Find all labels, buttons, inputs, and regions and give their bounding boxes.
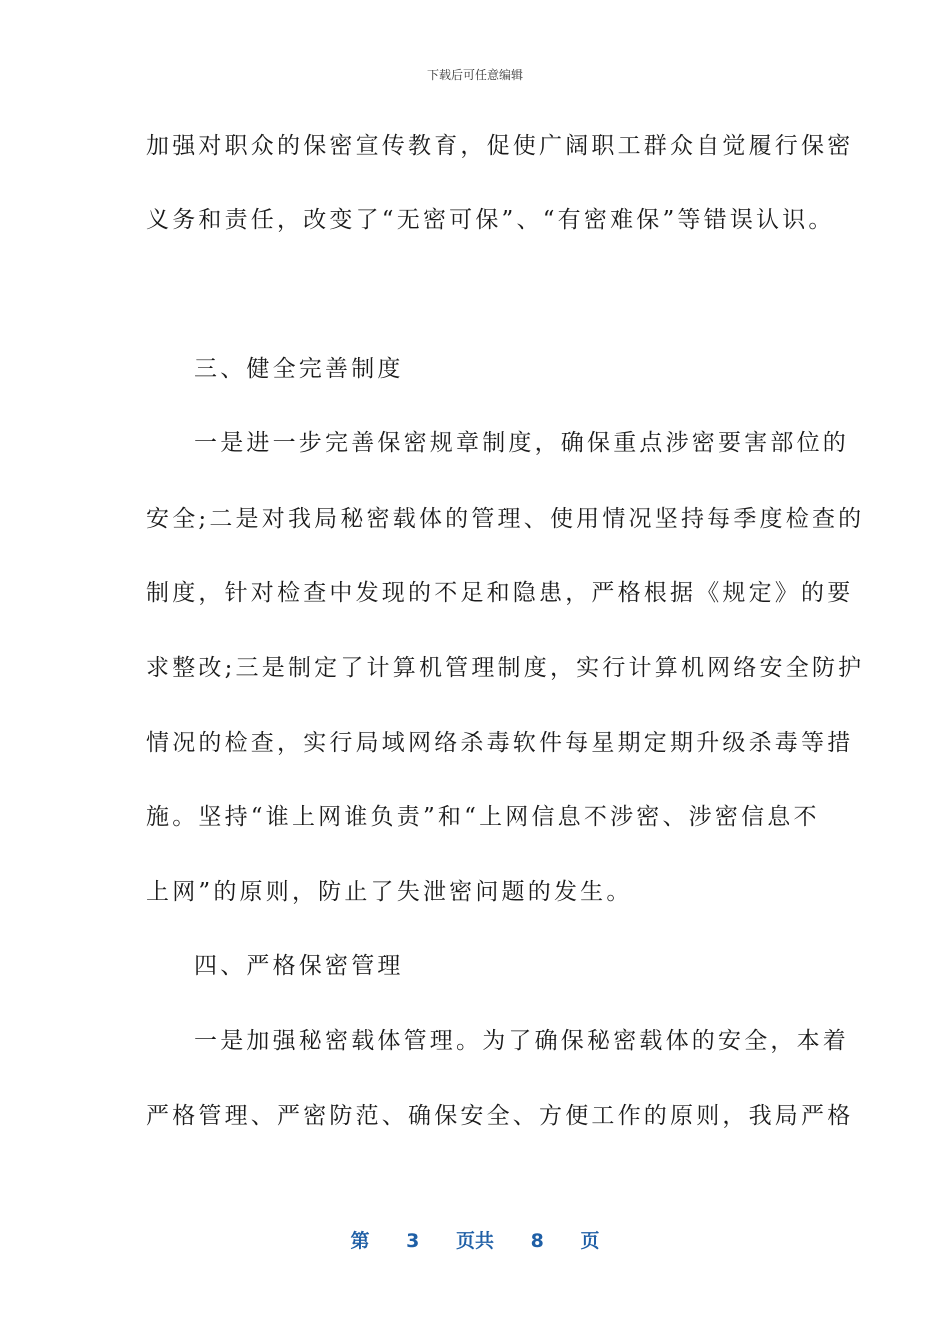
paragraph-line: 施。坚持“谁上网谁负责”和“上网信息不涉密、涉密信息不: [146, 804, 820, 830]
paragraph-line: 制度，针对检查中发现的不足和隐患，严格根据《规定》的要: [146, 580, 854, 606]
footer-label-of-total: 页共: [455, 1230, 494, 1252]
paragraph-line: 一是加强秘密载体管理。为了确保秘密载体的安全，本着: [194, 1028, 849, 1054]
paragraph-line: 上网”的原则，防止了失泄密问题的发生。: [146, 879, 633, 905]
paragraph-line: 一是进一步完善保密规章制度，确保重点涉密要害部位的: [194, 430, 849, 456]
paragraph-line: 情况的检查，实行局域网络杀毒软件每星期定期升级杀毒等措: [146, 730, 854, 756]
section-heading: 四、严格保密管理: [194, 953, 404, 979]
paragraph-line: 严格管理、严密防范、确保安全、方便工作的原则，我局严格: [146, 1103, 854, 1129]
section-heading: 三、健全完善制度: [194, 356, 404, 382]
paragraph-line: 安全;二是对我局秘密载体的管理、使用情况坚持每季度检查的: [146, 506, 865, 532]
footer-current-page: 3: [406, 1230, 420, 1252]
paragraph-line: 义务和责任，改变了“无密可保”、“有密难保”等错误认识。: [146, 207, 835, 233]
paragraph-line: 加强对职众的保密宣传教育，促使广阔职工群众自觉履行保密: [146, 133, 854, 159]
footer-total-pages: 8: [530, 1230, 544, 1252]
footer-label-page: 第: [350, 1230, 370, 1252]
paragraph-line: 求整改;三是制定了计算机管理制度，实行计算机网络安全防护: [146, 655, 865, 681]
footer-label-page-end: 页: [580, 1230, 600, 1252]
page-footer: [0, 1226, 950, 1253]
download-note: 下载后可任意编辑: [426, 68, 523, 82]
